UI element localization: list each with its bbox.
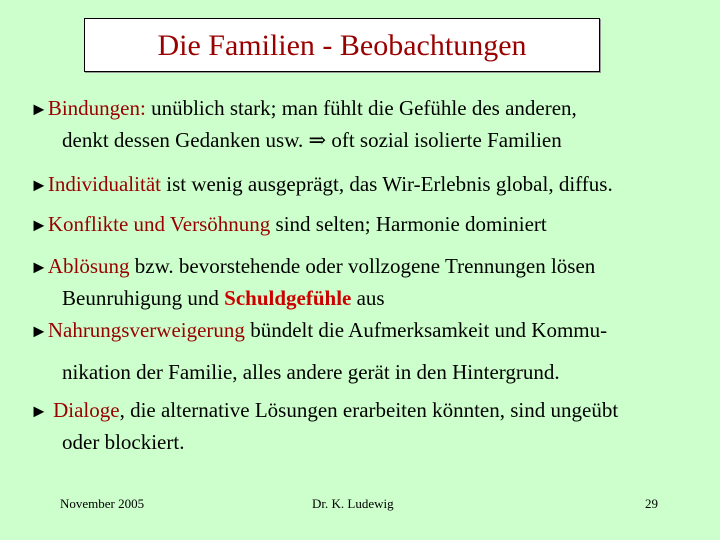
bullet-text: oft sozial isolierte Familien	[326, 128, 562, 152]
bullet-line	[30, 169, 710, 201]
bullet-dialoge	[30, 395, 710, 458]
bullet-text: aus	[351, 286, 385, 310]
bullet-abloesung	[30, 251, 710, 314]
arrow-bullet-icon: ►	[30, 215, 48, 235]
arrow-bullet-icon: ►	[30, 99, 48, 119]
bullet-line	[30, 283, 710, 314]
bullet-konflikte	[30, 209, 710, 241]
bullet-line	[30, 427, 710, 458]
bullet-keyword: Dialoge	[53, 398, 120, 422]
bullet-line	[30, 125, 710, 156]
bullet-emphasis: Schuldgefühle	[224, 286, 352, 310]
bullet-text: Beunruhigung und	[62, 286, 225, 310]
bullet-line	[30, 315, 710, 347]
bullet-line	[30, 93, 710, 125]
bullet-line	[30, 251, 710, 283]
bullet-text: denkt dessen Gedanken usw.	[62, 128, 309, 152]
bullet-text: bzw. bevorstehende oder vollzogene Trennungen lösen	[129, 254, 596, 278]
bullet-text: nikation der Familie, alles andere gerät in den Hintergrund.	[62, 360, 560, 384]
bullet-line	[30, 209, 710, 241]
footer-author: Dr. K. Ludewig	[312, 496, 394, 511]
title-box	[84, 18, 600, 72]
arrow-bullet-icon: ►	[30, 175, 48, 195]
bullet-text: sind selten; Harmonie dominiert	[270, 212, 547, 236]
bullet-keyword: Ablösung	[47, 254, 130, 278]
arrow-bullet-icon: ►	[30, 401, 48, 421]
bullet-line	[30, 357, 710, 388]
bullet-keyword: Nahrungsverweigerung	[47, 318, 245, 342]
arrow-bullet-icon: ►	[30, 321, 48, 341]
bullet-text: ist wenig ausgeprägt, das Wir-Erlebnis global, diffus.	[160, 172, 613, 196]
implies-arrow-icon: ⇒	[308, 128, 327, 152]
footer-date: November 2005	[60, 496, 145, 511]
bullet-keyword: Bindungen:	[47, 96, 146, 120]
bullet-line	[30, 395, 710, 427]
bullet-keyword: Konflikte und Versöhnung	[47, 212, 271, 236]
bullet-individualitaet	[30, 169, 710, 201]
arrow-bullet-icon: ►	[30, 257, 48, 277]
slide-title: Die Familien - Beobachtungen	[157, 29, 527, 62]
bullet-text: bündelt die Aufmerksamkeit und Kommu-	[244, 318, 608, 342]
bullet-text: , die alternative Lösungen erarbeiten könnten, sind ungeübt	[119, 398, 619, 422]
bullet-text: unüblich stark; man fühlt die Gefühle des anderen,	[145, 96, 577, 120]
footer-page-number: 29	[645, 496, 658, 511]
bullet-nahrungsverweigerung	[30, 315, 710, 388]
bullet-bindungen	[30, 93, 710, 156]
bullet-text: oder blockiert.	[62, 430, 185, 454]
bullet-keyword: Individualität	[47, 172, 161, 196]
